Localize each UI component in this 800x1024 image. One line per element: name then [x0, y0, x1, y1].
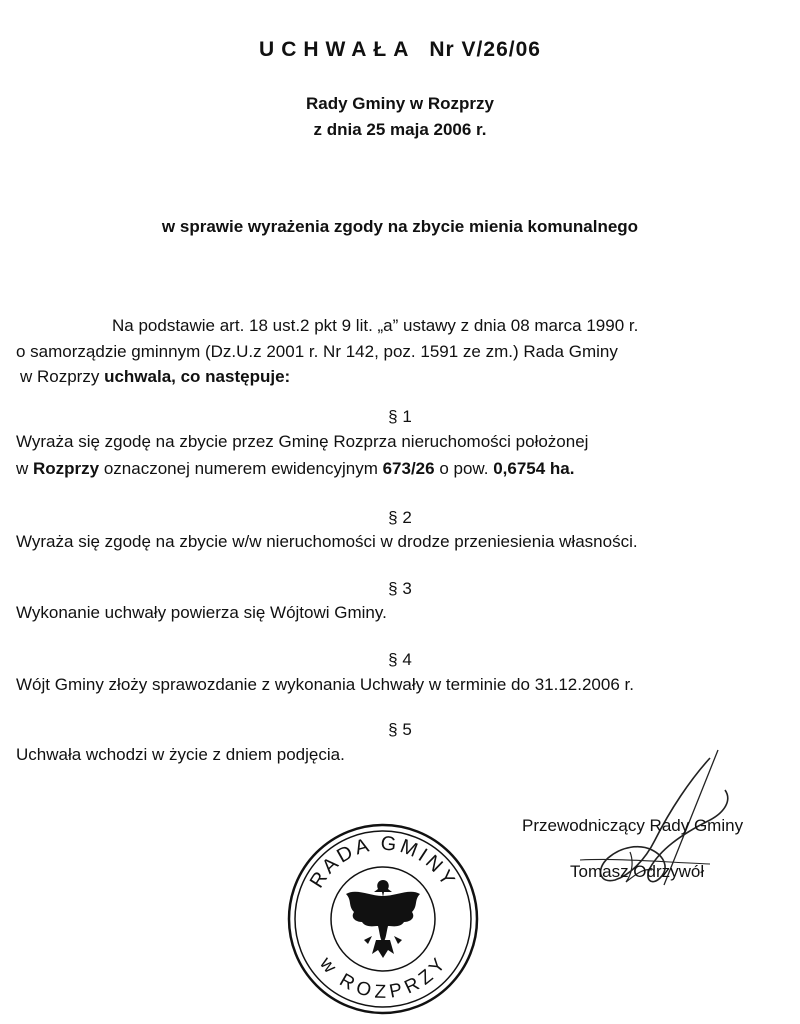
text-fragment: oznaczonej numerem ewidencyjnym	[99, 459, 383, 478]
section-3-text: Wykonanie uchwały powierza się Wójtowi Gminy.	[16, 603, 387, 622]
text-fragment: w	[16, 459, 33, 478]
eagle-emblem-icon	[346, 880, 420, 958]
title-word: UCHWAŁA	[259, 38, 416, 61]
resolution-subject: w sprawie wyrażenia zgody na zbycie mienia komunalnego	[161, 217, 639, 236]
resolution-date: z dnia 25 maja 2006 r.	[313, 120, 487, 139]
place-name: Rozprzy	[33, 459, 100, 478]
preamble-bold: uchwala, co następuje:	[104, 367, 291, 386]
section-heading: § 2	[388, 508, 412, 527]
stamp-bottom-text: w ROZPRZY	[315, 953, 451, 1003]
section-2-text: Wyraża się zgodę na zbycie w/w nieruchomości w drodze przeniesienia własności.	[16, 532, 638, 551]
section-1-line-2	[16, 459, 574, 479]
signatory-role: Przewodniczący Rady Gminy	[522, 816, 744, 835]
section-heading: § 5	[388, 720, 412, 739]
section-heading: § 4	[388, 650, 412, 669]
preamble-plain: w Rozprzy	[20, 367, 105, 386]
parcel-number: 673/26	[382, 459, 435, 478]
title-number: Nr V/26/06	[429, 38, 541, 61]
svg-text:w ROZPRZY	[315, 953, 451, 1003]
section-heading: § 3	[388, 579, 412, 598]
section-1-line-1: Wyraża się zgodę na zbycie przez Gminę Rozprza nieruchomości położonej	[16, 432, 589, 451]
parcel-area: 0,6754 ha.	[493, 459, 575, 478]
council-name: Rady Gminy w Rozprzy	[306, 94, 494, 113]
preamble-line-1: Na podstawie art. 18 ust.2 pkt 9 lit. „a” ustawy z dnia 08 marca 1990 r.	[112, 316, 639, 335]
official-seal-stamp	[286, 822, 480, 1016]
section-heading: § 1	[388, 407, 412, 426]
signatory-name: Tomasz Odrzywół	[570, 862, 705, 881]
section-5-text: Uchwała wchodzi w życie z dniem podjęcia.	[16, 745, 345, 764]
preamble-line-2: o samorządzie gminnym (Dz.U.z 2001 r. Nr 142, poz. 1591 ze zm.) Rada Gminy	[16, 342, 618, 361]
section-4-text: Wójt Gminy złoży sprawozdanie z wykonania Uchwały w terminie do 31.12.2006 r.	[16, 675, 634, 694]
text-fragment: o pow.	[434, 459, 494, 478]
preamble-line-3	[20, 367, 290, 387]
document-title	[0, 38, 800, 62]
stamp-top-text: RADA GMINY	[305, 832, 461, 892]
